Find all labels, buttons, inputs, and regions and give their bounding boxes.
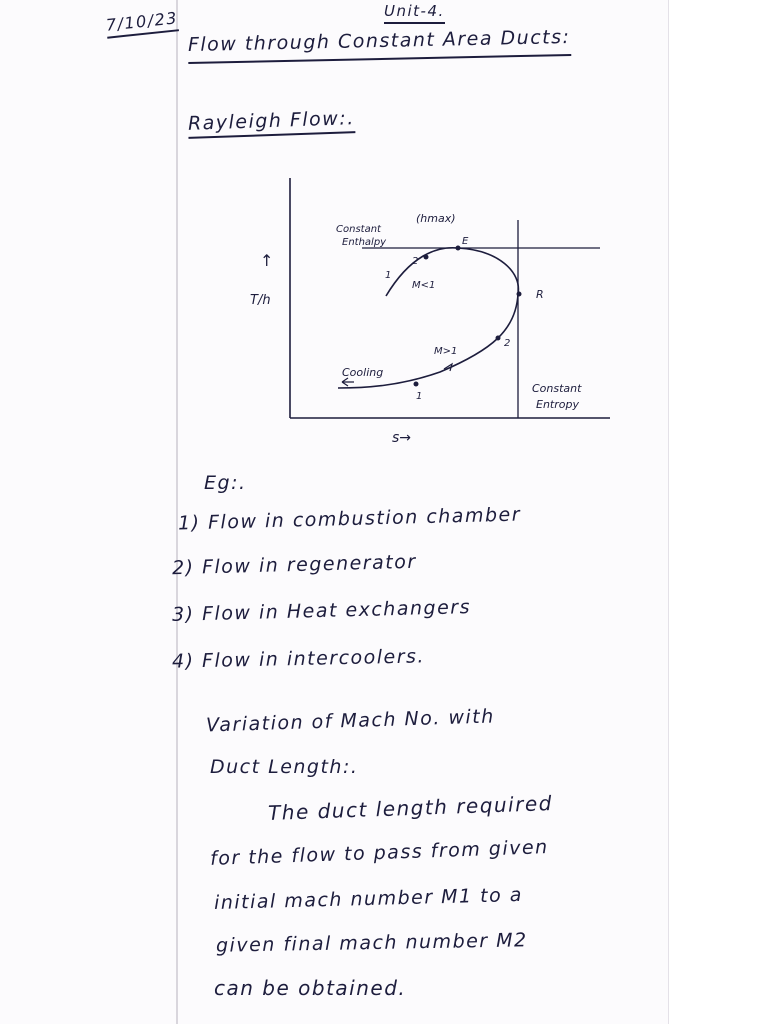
point-r-marker — [517, 292, 522, 297]
lower-point-2 — [496, 336, 501, 341]
y-axis-arrow: ↑ — [260, 251, 274, 270]
constant-enthalpy-label-2: Enthalpy — [342, 237, 387, 248]
cooling-arrow — [342, 378, 354, 386]
x-axis-label: s→ — [392, 430, 412, 446]
examples-heading: Eg:. — [204, 472, 247, 494]
constant-enthalpy-label: Constant — [336, 224, 381, 235]
body-line: given final mach number M2 — [215, 929, 528, 957]
date: 7/10/23 — [105, 8, 179, 38]
y-axis-label: T/h — [250, 293, 271, 308]
supersonic-label: M>1 — [434, 346, 458, 357]
example-item: 4) Flow in intercoolers. — [171, 645, 426, 673]
hmax-label: (hmax) — [416, 212, 456, 225]
example-item: 2) Flow in regenerator — [171, 550, 417, 580]
example-item: 1) Flow in combustion chamber — [177, 503, 522, 535]
variation-heading-line-2: Duct Length:. — [210, 756, 359, 778]
variation-heading-line-1: Variation of Mach No. with — [205, 705, 496, 737]
upper-point-1-label: 1 — [385, 270, 392, 281]
constant-entropy-label: Constant — [532, 382, 582, 395]
lower-point-2-label: 2 — [504, 338, 511, 349]
example-item: 3) Flow in Heat exchangers — [171, 596, 472, 626]
body-line: for the flow to pass from given — [209, 836, 549, 870]
cooling-label: Cooling — [342, 366, 384, 379]
subsonic-label: M<1 — [412, 280, 436, 291]
upper-point-2-label: 2 — [412, 256, 419, 267]
section-heading: Rayleigh Flow:. — [188, 107, 356, 139]
body-line: can be obtained. — [214, 976, 407, 1000]
rayleigh-line-diagram — [240, 170, 620, 450]
page-title: Flow through Constant Area Ducts: — [188, 26, 571, 64]
lower-point-1 — [414, 382, 419, 387]
upper-point-2 — [424, 255, 429, 260]
body-line: initial mach number M1 to a — [213, 883, 524, 915]
point-e-marker — [456, 246, 461, 251]
point-e-label: E — [462, 236, 469, 247]
constant-entropy-label-2: Entropy — [536, 398, 579, 411]
lower-point-1-label: 1 — [416, 391, 423, 402]
point-r-label: R — [536, 288, 544, 301]
body-line: The duct length required — [267, 791, 554, 825]
unit-label: Unit-4. — [384, 2, 445, 24]
